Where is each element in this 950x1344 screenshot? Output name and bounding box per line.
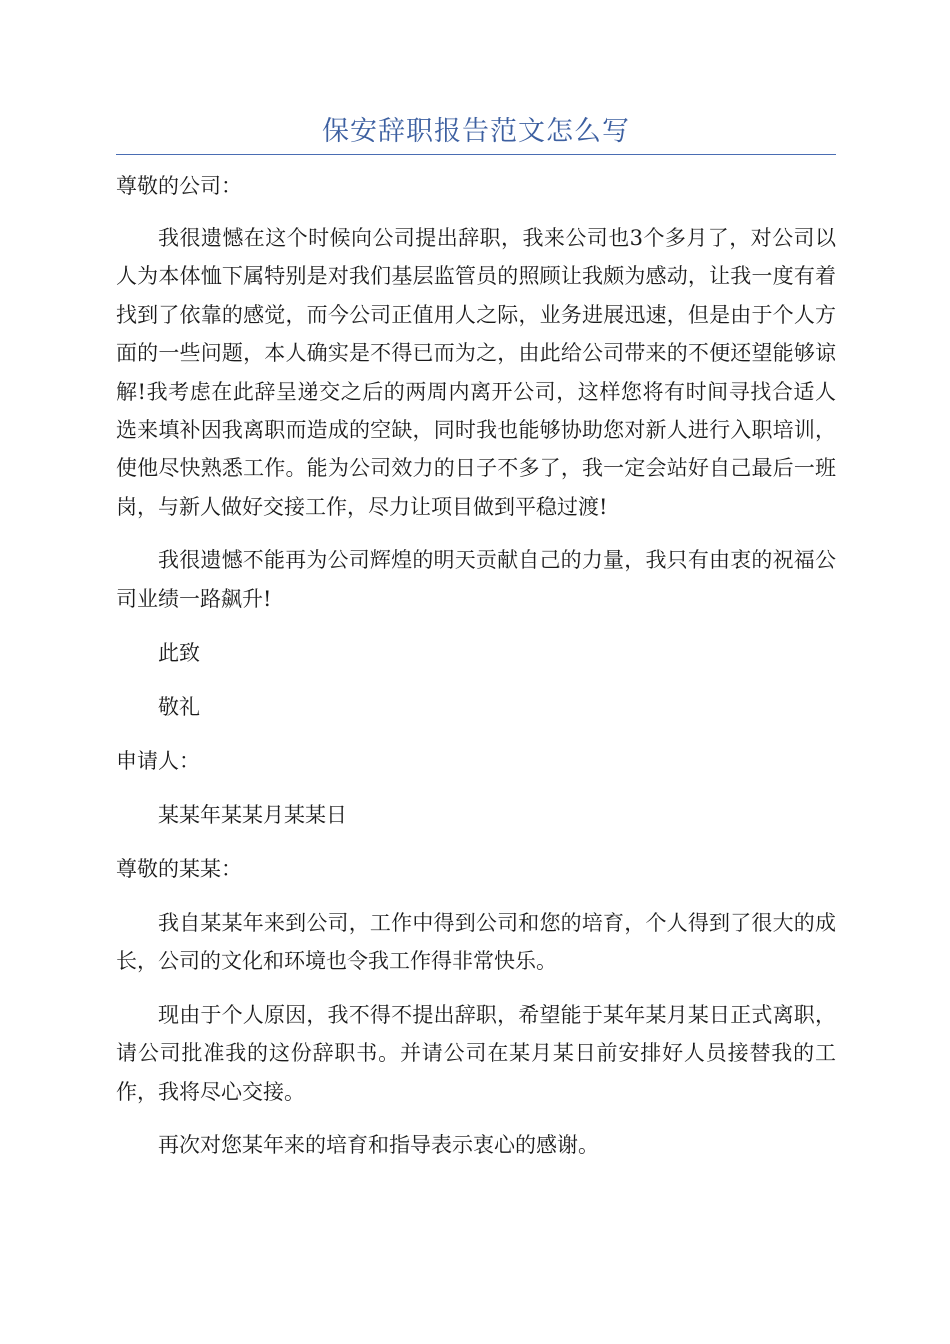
body-paragraph: 我自某某年来到公司，工作中得到公司和您的培育，个人得到了很大的成长，公司的文化和环境也令我工作得非常快乐。 (116, 911, 836, 974)
body-paragraph: 现由于个人原因，我不得不提出辞职，希望能于某年某月某日正式离职，请公司批准我的这份辞职书。并请公司在某月某日前安排好人员接替我的工作，我将尽心交接。 (116, 1002, 836, 1104)
document-page (116, 110, 836, 1165)
body-paragraph: 我很遗憾不能再为公司辉煌的明天贡献自己的力量，我只有由衷的祝福公司业绩一路飙升! (116, 548, 836, 611)
salutation-person: 尊敬的某某： (116, 857, 242, 882)
closing-ci-zhi: 此致 (158, 641, 200, 666)
date-line: 某某年某某月某某日 (158, 803, 347, 828)
closing-jing-li: 敬礼 (158, 695, 200, 720)
body-paragraph: 再次对您某年来的培育和指导表示衷心的感谢。 (158, 1133, 599, 1158)
document-title: 保安辞职报告范文怎么写 (322, 116, 630, 147)
applicant-label: 申请人： (116, 749, 200, 774)
salutation-company: 尊敬的公司： (116, 174, 242, 198)
body-paragraph: 我很遗憾在这个时候向公司提出辞职，我来公司也3个多月了，对公司以人为本体恤下属特别是对我们基层监管员的照顾让我颇为感动，让我一度有着找到了依靠的感觉，而今公司正值用人之际，业务进展迅速，但是由于个人方面的一些问题，本人确实是不得已而为之，由此给公司带来的不便还望能够谅解!我考虑在此辞呈递交之后的两周内离开公司，这样您将有时间寻找合适人选来填补因我离职而造成的空缺，同时我也能够协助您对新人进行入职培训，使他尽快熟悉工作。能为公司效力的日子不多了，我一定会站好自己最后一班岗，与新人做好交接工作，尽力让项目做到平稳过渡! (116, 226, 836, 519)
